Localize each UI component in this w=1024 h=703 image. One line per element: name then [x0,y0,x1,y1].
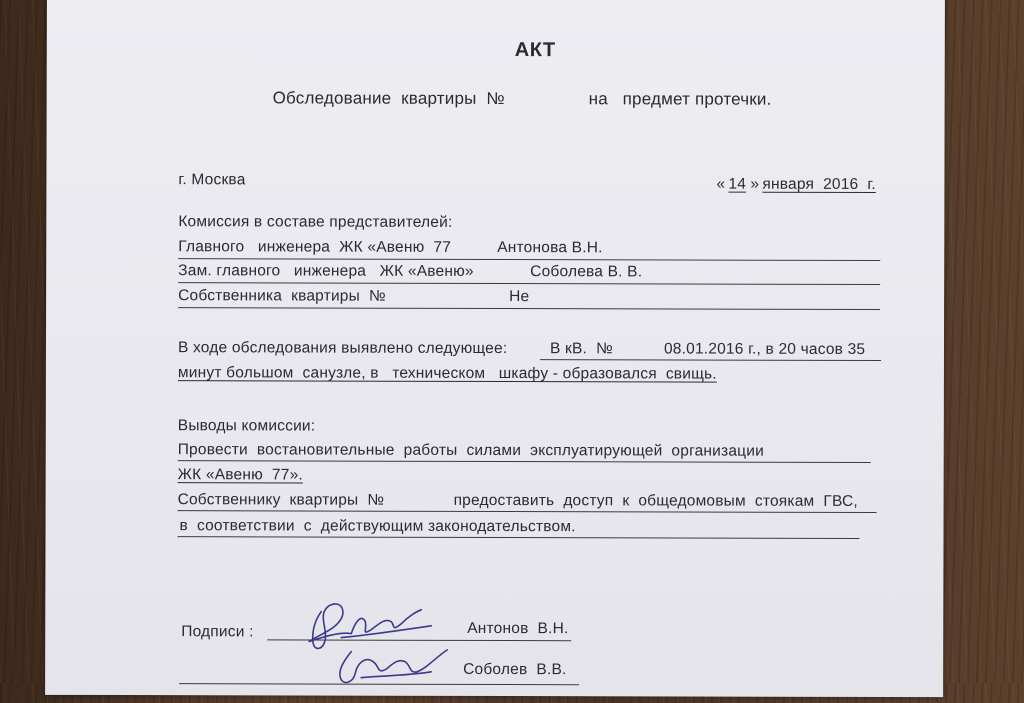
date-month-year: января 2016 г. [762,175,876,193]
commission-member-1-role: Главного инженера ЖК «Авеню 77 [178,238,452,256]
subtitle-right: на предмет протечки. [588,89,772,109]
handwritten-signature-1 [281,591,461,701]
conclusions-line-4: в соответствии с действующим законодательством. [179,517,576,536]
findings-text-part1: В кВ. № [549,340,613,358]
commission-heading: Комиссия в составе представителей: [178,213,453,231]
date-day: 14 [728,175,747,193]
conclusions-line-3a: Собственнику квартиры № [177,491,385,509]
conclusions-line-1: Провести востановительные работы силами эксплуатирующей организации [177,441,764,460]
findings-text-part2: 08.01.2016 г., в 20 часов 35 [663,340,866,358]
city: г. Москва [178,171,246,189]
conclusions-line-2: ЖК «Авеню 77». [177,466,303,484]
document-title: АКТ [514,39,556,62]
subtitle-left: Обследование квартиры № [272,88,505,109]
commission-member-2-role: Зам. главного инженера ЖК «Авеню» [178,262,474,280]
commission-member-3-name: Не [509,288,530,306]
member-2-underline [178,282,880,285]
findings-lead: В ходе обследования выявлено следующее: [177,339,508,358]
date-close-quote: » [750,175,760,193]
conclusions-line-1-underline [178,460,871,463]
signer-1-name: Антонов В.Н. [467,619,569,638]
signer-2-name: Соболев В.В. [463,660,567,679]
findings-line-2: минут большом санузле, в техническом шкафу - образовался свищь. [177,364,717,383]
commission-member-2-name: Соболева В. В. [530,263,643,281]
commission-member-3-role: Собственника квартиры № [178,287,386,305]
member-3-underline [178,307,880,310]
findings-line-1-underline [540,359,881,361]
conclusions-line-4-underline [177,536,859,539]
signatures-label: Подписи : [181,623,254,641]
conclusions-line-3b: предоставить доступ к общедомовым стоякам ГВС, [453,491,858,510]
document-page [45,0,945,697]
commission-member-1-name: Антонова В.Н. [497,239,603,257]
date-open-quote: « [716,175,726,193]
conclusions-heading: Выводы комиссии: [177,417,316,435]
